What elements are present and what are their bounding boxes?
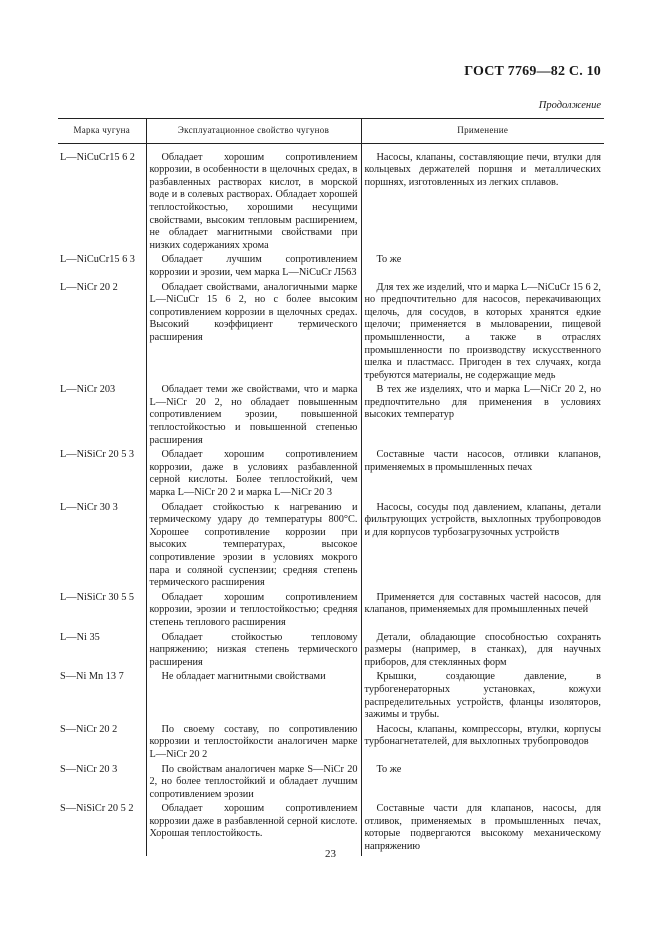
column-header-mark: Марка чугуна [58, 119, 146, 144]
cell-application: Насосы, клапаны, компрессоры, втулки, корпусы турбонагнетателей, для выхлопных трубопроводов [361, 724, 604, 764]
cell-application: Составные части для клапанов, насосы, для отливок, применяемых в промышленных печах, которые подвергаются высокому механическому напряжению [361, 803, 604, 855]
cell-property: Обладает стойкостью к нагреванию и термическому удару до температуры 800°С. Хорошее сопротивление коррозии при высоких температурах, высокое сопротивление эрозии в условиях мокрого пара и соляной суспензии; средняя степень термического расширения [146, 502, 361, 592]
cell-application: Для тех же изделий, что и марка L—NiCuCr 15 6 2, но предпочтительно для насосов, перекачивающих щелочь, для сосудов, в которых хранятся едкие щелочи; применяется в мыловарении, пищевой промышленности, а также в отраслях промышленности по производству искусственного шелка и пластмасс. Пригоден в тех случаях, когда требуются материалы, не содержащие медь [361, 282, 604, 385]
cell-mark: L—NiCr 203 [60, 384, 116, 396]
document-header: ГОСТ 7769—82 С. 10 [464, 64, 601, 79]
cell-property: Обладает хорошим сопротивлением коррозии, в особенности в щелочных средах, в разбавленных растворах кислот, в морской воде и в солевых растворах. Обладает хорошей теплостойкостью, хорошими несущими свойствами, высоким тепловым расширением, не обладает магнитными свойствами при низких содержаниях хрома [146, 143, 361, 254]
cell-application: Детали, обладающие способностью сохранять размеры (например, в станках), для научных приборов, для стеклянных форм [361, 632, 604, 672]
cell-mark: S—NiCr 20 3 [60, 763, 118, 775]
table-row [58, 724, 604, 764]
cell-mark: L—NiCuCr15 6 2 [60, 151, 135, 163]
cell-application: То же [361, 764, 604, 804]
cell-property: Обладает лучшим сопротивлением коррозии и эрозии, чем марка L—NiCuCr Л563 [146, 254, 361, 281]
cell-property: Обладает свойствами, аналогичными марке L—NiCuCr 15 6 2, но с более высоким сопротивлением коррозии в щелочных средах. Высокий коэффициент термического расширения [146, 282, 361, 385]
cell-application: Крышки, создающие давление, в турбогенераторных установках, кожухи распределительных устройств, фланцы изоляторов, зажимы и трубы. [361, 671, 604, 723]
cell-property: Обладает хорошим сопротивлением коррозии, эрозии и теплостойкостью; средняя степень теплового расширения [146, 592, 361, 632]
cell-application: Насосы, клапаны, составляющие печи, втулки для кольцевых держателей поршня и металлических поршнях, изготовленных из легких сплавов. [361, 143, 604, 254]
cell-mark: L—NiSiCr 30 5 5 [60, 591, 135, 603]
table-row [58, 449, 604, 501]
table-row [58, 143, 604, 254]
cell-property: Обладает хорошим сопротивлением коррозии, даже в условиях разбавленной серной кислоты. Более теплостойкий, чем марка L—NiCr 20 2 и марка L—NiCr 20 3 [146, 449, 361, 501]
cell-mark: S—NiSiCr 20 5 2 [60, 803, 134, 815]
cell-property: Обладает хорошим сопротивлением коррозии даже в разбавленной серной кислоте. Хорошая теплостойкость. [146, 803, 361, 855]
table-row [58, 502, 604, 592]
cell-mark: L—NiCr 30 3 [60, 501, 118, 513]
cell-property: По свойствам аналогичен марке S—NiCr 20 2, но более теплостойкий и обладает лучшим сопротивлением эрозии [146, 764, 361, 804]
table-row [58, 254, 604, 281]
table-row [58, 592, 604, 632]
page-number: 23 [325, 848, 336, 860]
cell-application: То же [361, 254, 604, 281]
continuation-label: Продолжение [538, 100, 601, 111]
column-header-property: Эксплуатационное свойство чугунов [146, 119, 361, 144]
cell-application: В тех же изделиях, что и марка L—NiCr 20 2, но предпочтительно для применения в условиях высоких температур [361, 384, 604, 449]
column-header-application: Применение [361, 119, 604, 144]
cell-mark: L—Ni 35 [60, 631, 100, 643]
cast-iron-properties-table [58, 118, 604, 856]
cell-mark: L—NiCr 20 2 [60, 281, 118, 293]
table-row [58, 764, 604, 804]
table-row [58, 384, 604, 449]
cell-application: Составные части насосов, отливки клапанов, применяемых в промышленных печах [361, 449, 604, 501]
cell-mark: S—Ni Mn 13 7 [60, 671, 124, 683]
cell-application: Насосы, сосуды под давлением, клапаны, детали фильтрующих устройств, выхлопных трубопроводов и для корпусов турбозагрузочных устройств [361, 502, 604, 592]
table-row [58, 671, 604, 723]
cell-mark: L—NiCuCr15 6 3 [60, 254, 135, 266]
cell-property: Не обладает магнитными свойствами [146, 671, 361, 723]
cell-application: Применяется для составных частей насосов, для клапанов, применяемых для промышленных печей [361, 592, 604, 632]
cell-property: Обладает стойкостью тепловому напряжению; низкая степень термического расширения [146, 632, 361, 672]
table-header-row [58, 119, 604, 144]
cell-mark: L—NiSiCr 20 5 3 [60, 449, 135, 461]
cell-mark: S—NiCr 20 2 [60, 723, 118, 735]
table-row [58, 282, 604, 385]
table-row [58, 632, 604, 672]
cell-property: По своему составу, по сопротивлению коррозии и теплостойкости аналогичен марке L—NiCr 20 2 [146, 724, 361, 764]
cell-property: Обладает теми же свойствами, что и марка L—NiCr 20 2, но обладает повышенным сопротивлением эрозии, повышенной теплостойкостью и повышенной степенью расширения [146, 384, 361, 449]
